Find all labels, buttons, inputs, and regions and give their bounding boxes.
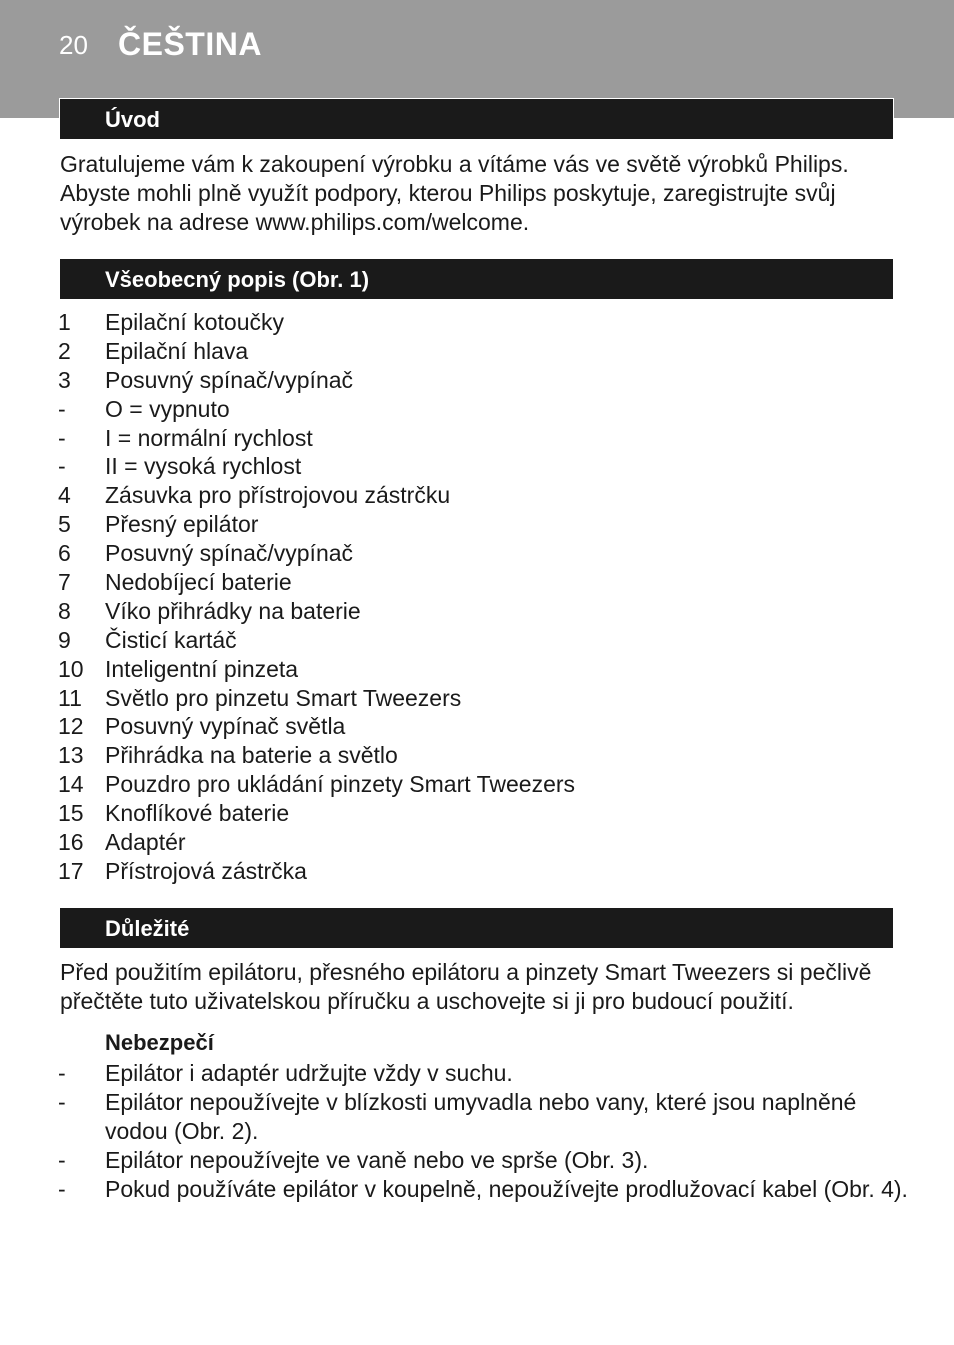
list-item [58,1059,918,1088]
list-item-marker: 6 [58,540,71,567]
list-item-marker: 15 [58,800,84,827]
list-item-text: Inteligentní pinzeta [105,655,299,682]
list-item-text: Epilátor nepoužívejte ve vaně nebo ve sprše (Obr. 3). [105,1147,649,1173]
list-item-marker: - [58,1147,66,1173]
list-item [58,568,918,597]
list-item-text: I = normální rychlost [105,424,313,451]
list-item-marker: - [58,1089,66,1115]
list-item-marker: 5 [58,511,71,538]
list-item [58,424,918,453]
list-item-text: Přesný epilátor [105,511,259,538]
list-item-text: Posuvný vypínač světla [105,713,346,740]
list-item-text: Nedobíjecí baterie [105,569,292,596]
list-item [58,395,918,424]
list-item-text: Pouzdro pro ukládání pinzety Smart Tweezers [105,771,576,798]
intro-paragraph: Gratulujeme vám k zakoupení výrobku a vítáme vás ve světě výrobků Philips. Abyste mohli plně využít podpory, kterou Philips poskytuje, zaregistrujte svůj výrobek na adrese www.philips.com/welcome. [60,151,849,235]
important-paragraph: Před použitím epilátoru, přesného epilátoru a pinzety Smart Tweezers si pečlivě přečtěte tuto uživatelskou příručku a uschovejte si ji pro budoucí použití. [60,959,872,1014]
list-item [58,1175,918,1204]
list-item-marker: - [58,1176,66,1202]
list-item [58,510,918,539]
page-number: 20 [59,30,88,60]
list-item-marker: - [58,424,66,451]
list-item-text: Přihrádka na baterie a světlo [105,742,398,769]
list-item [58,770,918,799]
list-item-text: Pokud používáte epilátor v koupelně, nepoužívejte prodlužovací kabel (Obr. 4). [105,1176,908,1202]
list-item [58,1146,918,1175]
section-header-important: Důležité [60,908,893,948]
list-item-marker: 10 [58,655,84,682]
list-item [58,828,918,857]
description-list [58,308,918,886]
list-item-text: Epilátor nepoužívejte v blízkosti umyvadla nebo vany, které jsou naplněné vodou (Obr. 2). [105,1089,857,1144]
list-item-marker: 7 [58,569,71,596]
page-title: ČEŠTINA [118,26,262,62]
list-item [58,799,918,828]
list-item-marker: 4 [58,482,71,509]
section-header-description: Všeobecný popis (Obr. 1) [60,259,893,299]
list-item-marker: - [58,453,66,480]
list-item [58,366,918,395]
list-item-text: Víko přihrádky na baterie [105,597,361,624]
list-item-text: Epilační hlava [105,337,249,364]
list-item-text: Epilační kotoučky [105,309,284,335]
list-item [58,684,918,713]
list-item-marker: - [58,1060,66,1086]
danger-list [58,1059,918,1204]
list-item-text: Adaptér [105,829,186,856]
list-item [58,626,918,655]
list-item-text: Epilátor i adaptér udržujte vždy v suchu. [105,1060,513,1086]
list-item [58,857,918,886]
list-item [58,741,918,770]
list-item-text: II = vysoká rychlost [105,453,302,480]
list-item [58,539,918,568]
list-item-marker: 16 [58,829,84,856]
list-item-text: Posuvný spínač/vypínač [105,366,354,393]
list-item-text: Knoflíkové baterie [105,800,290,827]
list-item-marker: 3 [58,366,71,393]
list-item-marker: 9 [58,626,71,653]
list-item [58,481,918,510]
list-item-marker: 1 [58,309,71,335]
list-item [58,1088,918,1146]
list-item-marker: - [58,395,66,422]
list-item-marker: 11 [58,684,82,711]
list-item-marker: 8 [58,597,71,624]
list-item-marker: 13 [58,742,84,769]
list-item-text: Zásuvka pro přístrojovou zástrčku [105,482,451,509]
list-item [58,655,918,684]
list-item [58,597,918,626]
list-item [58,337,918,366]
list-item-text: Přístrojová zástrčka [105,857,307,884]
list-item-text: Čisticí kartáč [105,626,237,653]
list-item [58,712,918,741]
list-item-marker: 14 [58,771,84,798]
list-item-text: Posuvný spínač/vypínač [105,540,354,567]
list-item-marker: 2 [58,337,71,364]
list-item-text: O = vypnuto [105,395,230,422]
danger-heading: Nebezpečí [105,1030,214,1055]
list-item-marker: 17 [58,857,84,884]
section-header-intro: Úvod [60,99,893,139]
list-item-marker: 12 [58,713,84,740]
list-item [58,308,918,337]
list-item-text: Světlo pro pinzetu Smart Tweezers [105,684,462,711]
list-item [58,452,918,481]
